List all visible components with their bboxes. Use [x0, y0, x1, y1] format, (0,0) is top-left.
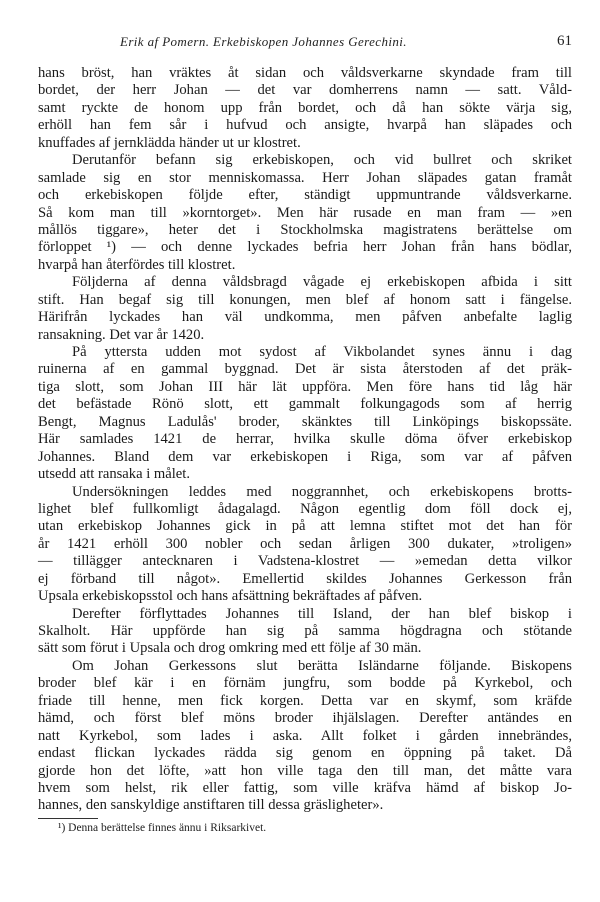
text-line: stift. Han begaf sig till konungen, men blef af honom satt i fängelse. [38, 291, 572, 308]
text-line: bordet, der herr Johan — det var domherrens namn — satt. Våld- [38, 82, 572, 99]
text-line: samt ryckte de honom upp från bordet, och då han sökte värja sig, [38, 99, 572, 116]
text-line: knuffades af jernklädda händer ut ur klostret. [38, 134, 301, 151]
text-line: mållös tiggare», heter det i Stockholmska magistratens berättelse om [38, 221, 572, 238]
page-header [38, 34, 572, 54]
text-line: Derutanför befann sig erkebiskopen, och vid bullret och skriket [72, 152, 572, 169]
footnote: ¹) Denna berättelse finnes ännu i Riksarkivet. [58, 822, 267, 834]
text-line: Följderna af denna våldsbragd vågade ej erkebiskopen afbida i sitt [72, 274, 572, 291]
page-number: 61 [557, 33, 572, 49]
text-line: erhöll han fem sår i hufvud och ansigte, hvarpå han släpades och [38, 117, 572, 134]
text-line: ransakning. Det var år 1420. [38, 326, 205, 343]
text-line: Undersökningen leddes med noggrannhet, och erkebiskopens brotts- [72, 483, 572, 500]
text-line: broder blef kär i en förnäm jungfru, som bodde på Kyrkebol, och [38, 675, 572, 692]
text-line: Så kom man till »korntorget». Men här rusade en man fram — »en [38, 204, 572, 221]
text-line: hvarpå han återfördes till klostret. [38, 256, 236, 273]
text-line: Härifrån lyckades han väl undkomma, men påfven anbefalte laglig [38, 309, 572, 326]
text-line: utsedd att ransaka i målet. [38, 466, 190, 483]
text-line: Om Johan Gerkessons slut berätta Isländarne följande. Biskopens [72, 657, 572, 674]
text-line: — tillägger antecknaren i Vadstena-klostret — »emedan detta vilkor [38, 553, 572, 570]
text-line: sätt som förut i Upsala och drog omkring med ett följe af 30 män. [38, 640, 422, 657]
text-line: ej förband till något». Emellertid skildes Johannes Gerkesson från [38, 570, 572, 587]
text-line: endast flickan lyckades rädda sig genom en öppning på taket. Då [38, 745, 572, 762]
text-line: Upsala erkebiskopsstol och hans afsättning bekräftades af påfven. [38, 588, 423, 605]
text-line: Johannes. Bland dem var erkebiskopen i Riga, som var af påfven [38, 448, 572, 465]
running-head: Erik af Pomern. Erkebiskopen Johannes Gerechini. [120, 34, 407, 49]
text-line: tiga slott, som Johan III här lät uppföra. Men före hans tid låg här [38, 378, 572, 395]
text-line: gjorde hon det löfte, »att hon ville taga den till man, det måtte vara [38, 762, 572, 779]
text-line: Derefter förflyttades Johannes till Island, der han blef biskop i [72, 605, 572, 622]
text-line: friade till henne, men fick korgen. Detta var en skymf, som kräfde [38, 692, 572, 709]
text-line: hämd, och först blef möns broder ihjälslagen. Derefter antändes en [38, 710, 572, 727]
text-line: utan erkebiskop Johannes gick in på att lemna stiftet mot det han för [38, 518, 572, 535]
text-line: På yttersta udden mot sydost af Vikbolandet synes ännu i dag [72, 344, 572, 360]
body-text [38, 65, 572, 815]
text-line: och erkebiskopen följde efter, ständigt uppmuntrande våldsverkarne. [38, 187, 572, 204]
text-line: Här samlades 1421 de herrar, hvilka skulle döma öfver erkebiskop [38, 431, 572, 448]
text-line: år 1421 erhöll 300 nobler och sedan årligen 300 dukater, »troligen» [38, 535, 572, 552]
text-line: hvem som helst, rik eller fattig, som ville kräfva hämd af biskop Jo- [38, 779, 572, 796]
text-line: hans bröst, han vräktes åt sidan och våldsverkarne skyndade fram till [38, 65, 572, 81]
footnote-rule [38, 818, 98, 819]
text-line: det befästade Rönö slott, ett gammalt folkungagods som af herrig [38, 396, 572, 413]
text-line: samlade sig en stor menniskomassa. Herr Johan släpades gatan framåt [38, 169, 572, 186]
text-line: Skalholt. Här uppförde han sig på samma högdragna och stötande [38, 623, 572, 639]
text-line: förloppet ¹) — och denne lyckades befria herr Johan från hans bödlar, [38, 239, 572, 256]
text-line: ruinerna af en gammal byggnad. Det är sista återstoden af det präk- [38, 361, 572, 378]
text-line: natt Kyrkebol, som lades i aska. Allt folket i gården innebrändes, [38, 727, 572, 744]
text-line: Bengt, Magnus Ladulås' broder, skänktes till Linköpings biskopssäte. [38, 413, 572, 430]
text-line: hannes, den sanskyldige anstiftaren till dessa gräsligheter». [38, 797, 384, 814]
text-line: lighet blef fullkomligt ådagalagd. Någon egentlig dom föll dock ej, [38, 500, 572, 517]
